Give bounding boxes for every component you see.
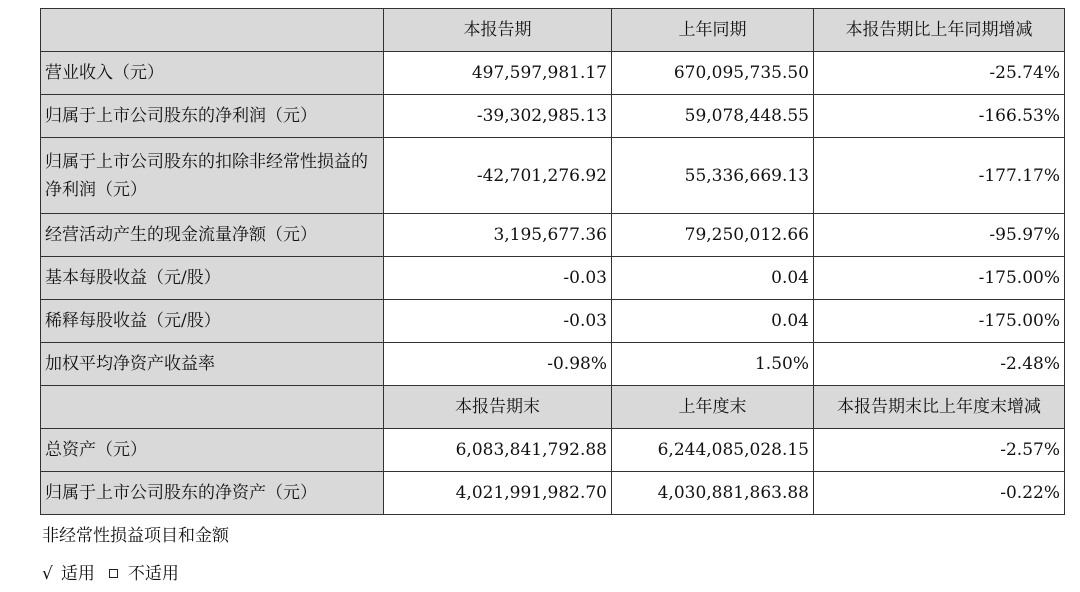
cell-prior: 79,250,012.66 — [612, 214, 814, 257]
not-applicable-label: 不适用 — [127, 564, 179, 584]
row-label: 基本每股收益（元/股） — [41, 257, 384, 300]
cell-current: 3,195,677.36 — [384, 214, 612, 257]
row-label: 营业收入（元） — [41, 52, 384, 95]
cell-current: -0.03 — [384, 300, 612, 343]
header-corner-cell — [41, 9, 384, 52]
checkmark-icon: √ — [42, 564, 53, 584]
subheader-corner-cell — [41, 386, 384, 429]
table-row — [41, 300, 1065, 343]
header-prior-year-end: 上年度末 — [612, 386, 814, 429]
table-row — [41, 257, 1065, 300]
cell-current: 4,021,991,982.70 — [384, 472, 612, 515]
header-year-end-change: 本报告期末比上年度末增减 — [814, 386, 1065, 429]
cell-change: -0.22% — [814, 472, 1065, 515]
financial-data-table — [40, 8, 1065, 515]
cell-prior: 670,095,735.50 — [612, 52, 814, 95]
cell-prior: 1.50% — [612, 343, 814, 386]
table-row — [41, 429, 1065, 472]
row-label: 归属于上市公司股东的净利润（元） — [41, 95, 384, 138]
cell-current: -0.03 — [384, 257, 612, 300]
table-row — [41, 214, 1065, 257]
cell-prior: 4,030,881,863.88 — [612, 472, 814, 515]
cell-prior: 6,244,085,028.15 — [612, 429, 814, 472]
cell-change: -175.00% — [814, 257, 1065, 300]
cell-prior: 0.04 — [612, 300, 814, 343]
table-row — [41, 343, 1065, 386]
header-period-end: 本报告期末 — [384, 386, 612, 429]
row-label: 加权平均净资产收益率 — [41, 343, 384, 386]
row-label: 稀释每股收益（元/股） — [41, 300, 384, 343]
applicable-label: 适用 — [60, 564, 95, 584]
cell-change: -177.17% — [814, 138, 1065, 214]
cell-change: -25.74% — [814, 52, 1065, 95]
header-prior-period: 上年同期 — [612, 9, 814, 52]
header-current-period: 本报告期 — [384, 9, 612, 52]
cell-current: -42,701,276.92 — [384, 138, 612, 214]
cell-change: -2.48% — [814, 343, 1065, 386]
row-label: 归属于上市公司股东的净资产（元） — [41, 472, 384, 515]
table-row — [41, 52, 1065, 95]
table-header-row — [41, 9, 1065, 52]
checkbox-empty-icon — [109, 569, 118, 578]
header-period-change: 本报告期比上年同期增减 — [814, 9, 1065, 52]
cell-change: -175.00% — [814, 300, 1065, 343]
cell-change: -2.57% — [814, 429, 1065, 472]
cell-change: -95.97% — [814, 214, 1065, 257]
applicability-options — [42, 563, 179, 585]
cell-change: -166.53% — [814, 95, 1065, 138]
cell-current: 6,083,841,792.88 — [384, 429, 612, 472]
cell-prior: 59,078,448.55 — [612, 95, 814, 138]
table-row — [41, 138, 1065, 214]
cell-prior: 0.04 — [612, 257, 814, 300]
cell-current: -39,302,985.13 — [384, 95, 612, 138]
table-row — [41, 472, 1065, 515]
row-label: 总资产（元） — [41, 429, 384, 472]
non-recurring-items-title: 非经常性损益项目和金额 — [42, 526, 229, 546]
row-label: 经营活动产生的现金流量净额（元） — [41, 214, 384, 257]
table-subheader-row — [41, 386, 1065, 429]
row-label: 归属于上市公司股东的扣除非经常性损益的净利润（元） — [41, 138, 384, 214]
cell-prior: 55,336,669.13 — [612, 138, 814, 214]
cell-current: 497,597,981.17 — [384, 52, 612, 95]
cell-current: -0.98% — [384, 343, 612, 386]
table-row — [41, 95, 1065, 138]
